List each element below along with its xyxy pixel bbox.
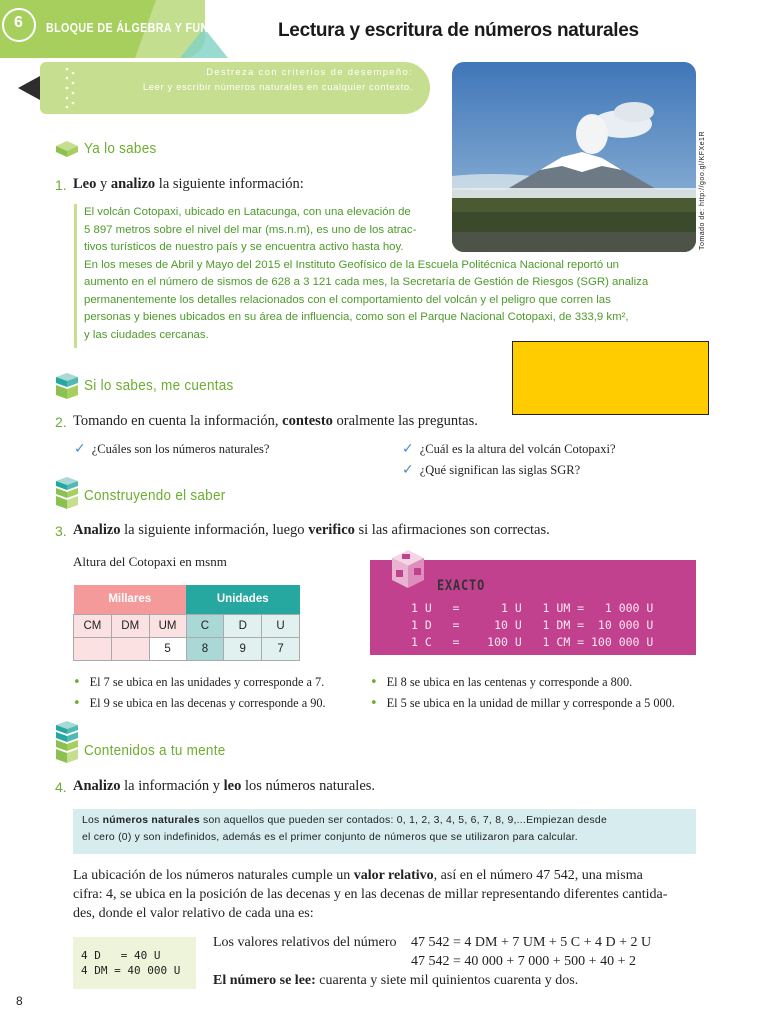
question-3: Analizo la siguiente información, luego verifico si las afirmaciones son correctas.	[73, 522, 550, 538]
unit-number: 6	[14, 14, 23, 31]
cube-icon	[388, 548, 428, 592]
question-1: Leo y analizo la siguiente información:	[73, 176, 304, 192]
section-title: Ya lo sabes	[84, 140, 157, 157]
paragraph-line: cifra: 4, se ubica en la posición de las decenas y en las decenas de millar representando diferentes cantida-	[73, 887, 668, 902]
paragraph-line: des, donde el valor relativo de cada una es:	[73, 906, 314, 921]
block-icon	[54, 476, 80, 510]
question-4: Analizo la información y leo los números naturales.	[73, 778, 376, 794]
place-value-table	[73, 585, 300, 661]
bullet-icon: •	[370, 675, 378, 690]
page-number: 8	[16, 994, 23, 1008]
page-title: Lectura y escritura de números naturales	[278, 20, 639, 41]
bullet-icon: •	[73, 696, 81, 711]
checklist-item: ✓ ¿Cuáles son los números naturales?	[74, 441, 270, 457]
exacto-title: EXACTO	[437, 578, 486, 594]
question-number: 1.	[55, 177, 67, 193]
table-col-header: DM	[111, 614, 149, 637]
equation-line: 47 542 = 40 000 + 7 000 + 500 + 40 + 2	[411, 954, 636, 969]
block-icon	[54, 720, 80, 764]
table-cell: 5	[149, 637, 186, 660]
section-title: Contenidos a tu mente	[84, 742, 226, 759]
equivalence-row: 1 C = 100 U 1 CM = 100 000 U	[411, 635, 654, 649]
header-unidades: Unidades	[186, 585, 300, 614]
block-icon	[54, 372, 80, 400]
relative-value-line: 4 DM = 40 000 U	[81, 964, 181, 977]
dots-icon	[64, 66, 78, 110]
skill-text: Leer y escribir números naturales en cualquier contexto.	[142, 82, 413, 93]
image-credit: Tomado de: http://goo.gl/KFXe1R	[699, 130, 706, 250]
section-title: Si lo sabes, me cuentas	[84, 377, 234, 394]
table-cell: 9	[224, 637, 262, 660]
arrow-icon	[18, 76, 40, 100]
relative-values-label: Los valores relativos del número	[213, 935, 397, 950]
check-icon: ✓	[74, 441, 86, 457]
section-title: Construyendo el saber	[84, 487, 226, 504]
table-cell	[74, 637, 112, 660]
equivalence-row: 1 D = 10 U 1 DM = 10 000 U	[411, 618, 654, 632]
table-cell: 8	[186, 637, 224, 660]
check-icon: ✓	[402, 441, 414, 457]
passage-bar	[74, 204, 77, 348]
table-col-header: U	[262, 614, 300, 637]
definition-line: el cero (0) y son indefinidos, además es el primer conjunto de números que se utilizaron para calcular.	[82, 832, 578, 843]
table-cell	[111, 637, 149, 660]
list-item: • El 9 se ubica en las decenas y corresponde a 90.	[73, 696, 326, 711]
table-col-header: UM	[149, 614, 186, 637]
list-item: • El 5 se ubica en la unidad de millar y corresponde a 5 000.	[370, 696, 675, 711]
bullet-icon: •	[370, 696, 378, 711]
equation-line: 47 542 = 4 DM + 7 UM + 5 C + 4 D + 2 U	[411, 935, 652, 950]
check-icon: ✓	[402, 462, 414, 478]
answer-box	[512, 341, 709, 415]
table-cell: 7	[262, 637, 300, 660]
block-icon	[54, 138, 80, 158]
list-item: • El 7 se ubica en las unidades y corresponde a 7.	[73, 675, 325, 690]
checklist-item: ✓ ¿Cuál es la altura del volcán Cotopaxi?	[402, 441, 616, 457]
equivalence-row: 1 U = 1 U 1 UM = 1 000 U	[411, 601, 654, 615]
skill-label: Destreza con criterios de desempeño:	[206, 67, 413, 78]
question-number: 2.	[55, 414, 67, 430]
question-2: Tomando en cuenta la información, contesto oralmente las preguntas.	[73, 413, 478, 429]
block-name: BLOQUE DE ÁLGEBRA Y FUNCIONES	[46, 20, 252, 35]
relative-value-box	[73, 937, 196, 989]
header-millares: Millares	[74, 585, 187, 614]
table-col-header: D	[224, 614, 262, 637]
checklist-item: ✓ ¿Qué significan las siglas SGR?	[402, 462, 581, 478]
table-col-header: CM	[74, 614, 112, 637]
passage-text: El volcán Cotopaxi, ubicado en Latacunga, con una elevación de 5 897 metros sobre el nivel del mar (ms.n.m), es uno de los atrac- tivos turísticos de nuestro país y se encuentra activo hasta hoy. En los meses de Abril y Mayo del 2015 el Instituto Geofísico de la Escuela Politécnica Nacional reportó un aumento en el número de sismos de 628 a 3 121 cada mes, la Secretaría de Gestión de Riesgos (SGR) analiza permanentemente los detalles relacionados con el comportamiento del volcán y el peligro que corren las personas y bienes ubicados en su área de influencia, como son el Parque Nacional Cotopaxi, de 333,9 km², y las ciudades cercanas.	[84, 206, 649, 341]
definition-line: Los números naturales son aquellos que pueden ser contados: 0, 1, 2, 3, 4, 5, 6, 7, 8, 9,...Empiezan desde	[82, 815, 607, 826]
list-item: • El 8 se ubica en las centenas y corresponde a 800.	[370, 675, 633, 690]
question-number: 4.	[55, 779, 67, 795]
paragraph-line: La ubicación de los números naturales cumple un valor relativo, así en el número 47 542, una misma	[73, 868, 643, 883]
number-reading: El número se lee: cuarenta y siete mil quinientos cuarenta y dos.	[213, 973, 579, 988]
bullet-icon: •	[73, 675, 81, 690]
table-caption: Altura del Cotopaxi en msnm	[73, 554, 227, 569]
relative-value-line: 4 D = 40 U	[81, 949, 161, 962]
question-number: 3.	[55, 523, 67, 539]
table-col-header: C	[186, 614, 224, 637]
